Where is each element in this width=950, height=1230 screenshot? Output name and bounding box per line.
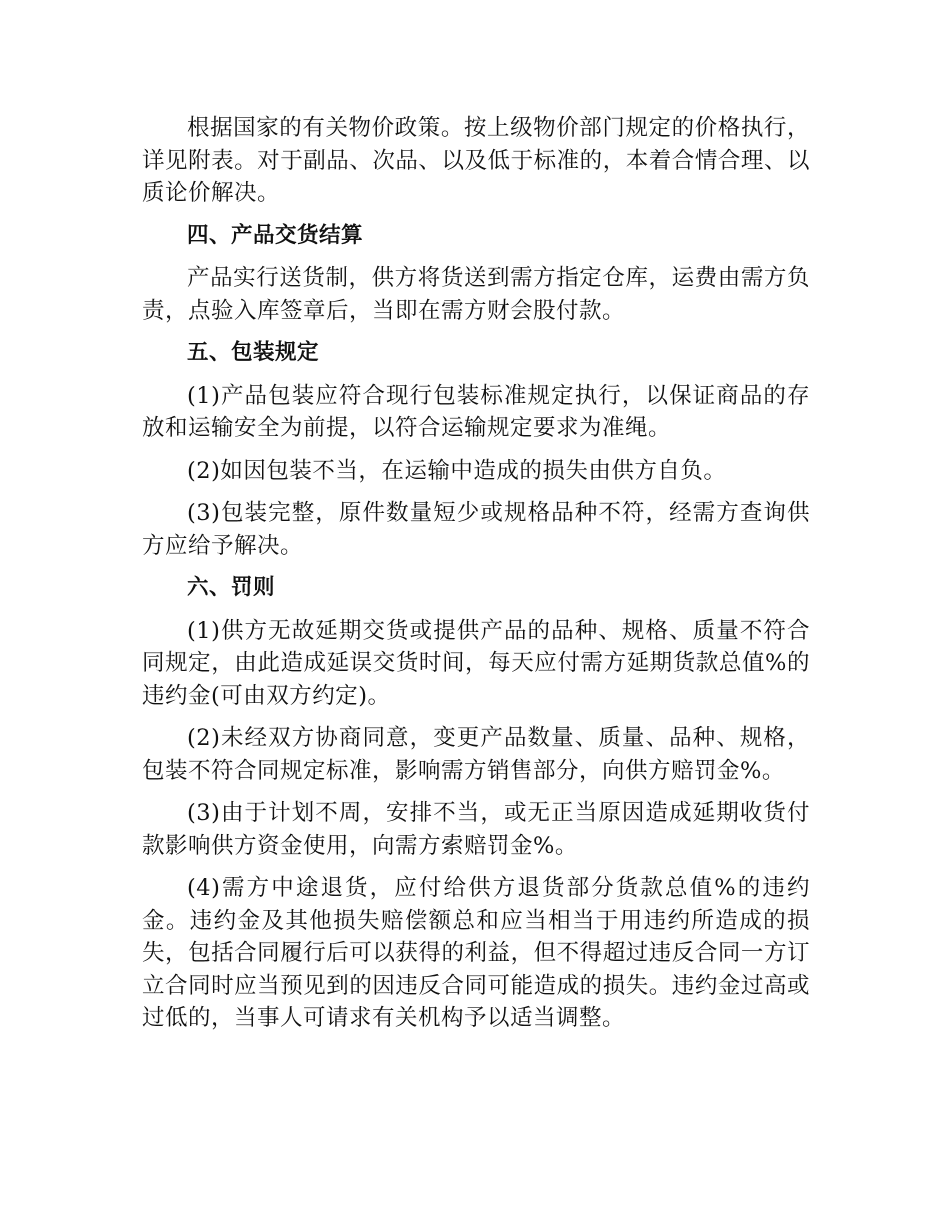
paragraph-packaging-1: (1)产品包装应符合现行包装标准规定执行，以保证商品的存放和运输安全为前提，以符合运输规定要求为准绳。 bbox=[142, 382, 810, 441]
section-heading-penalties: 六、罚则 bbox=[187, 575, 276, 600]
section-heading-delivery: 四、产品交货结算 bbox=[187, 222, 364, 248]
paragraph-packaging-2: (2)如因包装不当，在运输中造成的损失由供方自负。 bbox=[187, 457, 727, 484]
paragraph-penalty-2: (2)未经双方协商同意，变更产品数量、质量、品种、规格，包装不符合同规定标准，影响需方销售部分，向供方赔罚金%。 bbox=[142, 725, 810, 784]
document-page bbox=[142, 112, 810, 1045]
paragraph-delivery: 产品实行送货制，供方将货送到需方指定仓库，运费由需方负责，点验入库签章后，当即在需方财会股付款。 bbox=[142, 265, 810, 324]
section-heading-packaging: 五、包装规定 bbox=[187, 340, 320, 365]
paragraph-penalty-3: (3)由于计划不周，安排不当，或无正当原因造成延期收货付款影响供方资金使用，向需方索赔罚金%。 bbox=[142, 800, 810, 859]
paragraph-penalty-1: (1)供方无故延期交货或提供产品的品种、规格、质量不符合同规定，由此造成延误交货时间，每天应付需方延期货款总值%的违约金(可由双方约定)。 bbox=[142, 617, 810, 709]
paragraph-packaging-3: (3)包装完整，原件数量短少或规格品种不符，经需方查询供方应给予解决。 bbox=[142, 500, 810, 559]
paragraph-penalty-4: (4)需方中途退货，应付给供方退货部分货款总值%的违约金。违约金及其他损失赔偿额总和应当相当于用违约所造成的损失，包括合同履行后可以获得的利益，但不得超过违反合同一方订立合同时应当预见到的因违反合同可能造成的损失。违约金过高或过低的，当事人可请求有关机构予以适当调整。 bbox=[142, 875, 810, 1031]
paragraph-pricing: 根据国家的有关物价政策。按上级物价部门规定的价格执行，详见附表。对于副品、次品、以及低于标准的，本着合情合理、以质论价解决。 bbox=[142, 115, 810, 206]
